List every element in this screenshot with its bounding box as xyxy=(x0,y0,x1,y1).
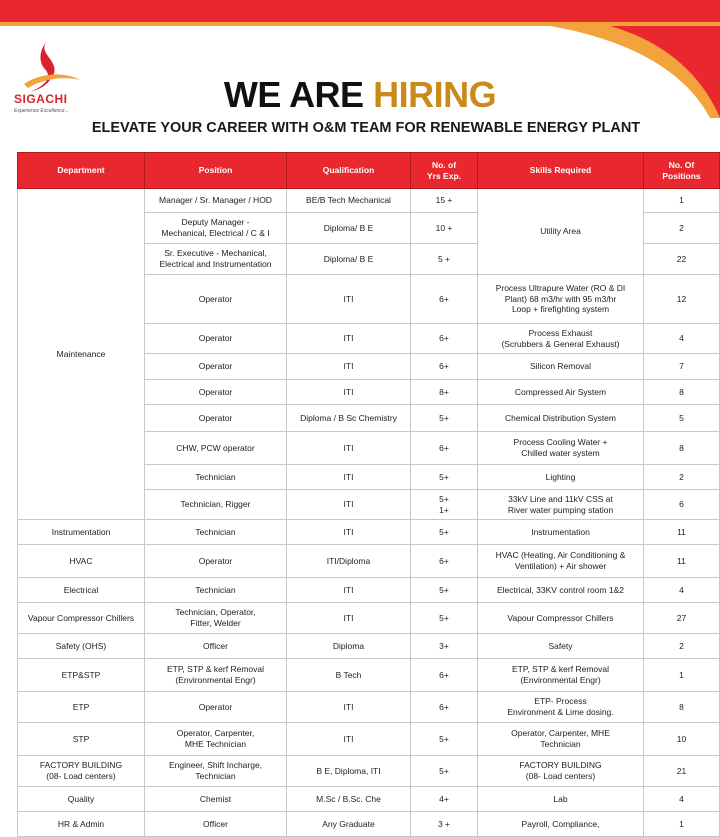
skills-cell: Process Cooling Water + Chilled water system xyxy=(478,432,644,465)
position-cell: Operator xyxy=(145,405,287,432)
positions-count-cell: 21 xyxy=(644,756,720,787)
department-cell: Vapour Compressor Chillers xyxy=(18,603,145,634)
qualification-cell: ITI xyxy=(287,723,411,756)
positions-count-cell: 4 xyxy=(644,787,720,812)
positions-count-cell: 8 xyxy=(644,692,720,723)
qualification-cell: ITI xyxy=(287,465,411,490)
jobs-table xyxy=(17,152,720,837)
positions-count-cell: 12 xyxy=(644,275,720,324)
department-cell: Safety (OHS) xyxy=(18,634,145,659)
position-cell: Operator xyxy=(145,324,287,354)
skills-cell: Vapour Compressor Chillers xyxy=(478,603,644,634)
table-header-row xyxy=(18,153,720,189)
department-cell: Electrical xyxy=(18,578,145,603)
table-row xyxy=(18,545,720,578)
experience-cell: 5+ xyxy=(411,603,478,634)
headline-part2: HIRING xyxy=(373,74,497,115)
experience-cell: 6+ xyxy=(411,354,478,380)
qualification-cell: ITI xyxy=(287,520,411,545)
column-header-department: Department xyxy=(18,153,145,189)
positions-count-cell: 1 xyxy=(644,189,720,213)
positions-count-cell: 2 xyxy=(644,465,720,490)
department-cell: Instrumentation xyxy=(18,520,145,545)
table-row xyxy=(18,692,720,723)
qualification-cell: ITI xyxy=(287,354,411,380)
skills-cell: Payroll, Compliance, xyxy=(478,812,644,837)
table-row xyxy=(18,812,720,837)
positions-count-cell: 4 xyxy=(644,578,720,603)
qualification-cell: ITI xyxy=(287,578,411,603)
position-cell: Technician xyxy=(145,520,287,545)
experience-cell: 5+ xyxy=(411,405,478,432)
skills-cell: Compressed Air System xyxy=(478,380,644,405)
qualification-cell: M.Sc / B.Sc. Che xyxy=(287,787,411,812)
position-cell: Deputy Manager - Mechanical, Electrical / C & I xyxy=(145,213,287,244)
position-cell: CHW, PCW operator xyxy=(145,432,287,465)
experience-cell: 5 + xyxy=(411,244,478,275)
positions-count-cell: 27 xyxy=(644,603,720,634)
position-cell: Engineer, Shift Incharge, Technician xyxy=(145,756,287,787)
qualification-cell: ITI/Diploma xyxy=(287,545,411,578)
subheading: ELEVATE YOUR CAREER WITH O&M TEAM FOR RENEWABLE ENERGY PLANT xyxy=(91,120,641,136)
column-header-qualification: Qualification xyxy=(287,153,411,189)
positions-count-cell: 8 xyxy=(644,432,720,465)
position-cell: Operator, Carpenter, MHE Technician xyxy=(145,723,287,756)
table-row xyxy=(18,787,720,812)
experience-cell: 6+ xyxy=(411,432,478,465)
qualification-cell: Diploma / B Sc Chemistry xyxy=(287,405,411,432)
positions-count-cell: 1 xyxy=(644,812,720,837)
qualification-cell: ITI xyxy=(287,432,411,465)
experience-cell: 3+ xyxy=(411,634,478,659)
column-header-position: Position xyxy=(145,153,287,189)
column-header-positions: No. Of Positions xyxy=(644,153,720,189)
department-cell: ETP&STP xyxy=(18,659,145,692)
brand-tagline: Experience Excellence... xyxy=(14,108,69,114)
table-row xyxy=(18,659,720,692)
position-cell: ETP, STP & kerf Removal (Environmental Engr) xyxy=(145,659,287,692)
table-row xyxy=(18,189,720,213)
position-cell: Operator xyxy=(145,275,287,324)
position-cell: Operator xyxy=(145,354,287,380)
skills-cell: Process Exhaust (Scrubbers & General Exhaust) xyxy=(478,324,644,354)
position-cell: Chemist xyxy=(145,787,287,812)
qualification-cell: BE/B Tech Mechanical xyxy=(287,189,411,213)
experience-cell: 5+ 1+ xyxy=(411,490,478,520)
qualification-cell: ITI xyxy=(287,324,411,354)
table-row xyxy=(18,520,720,545)
qualification-cell: ITI xyxy=(287,603,411,634)
experience-cell: 5+ xyxy=(411,578,478,603)
position-cell: Technician, Rigger xyxy=(145,490,287,520)
position-cell: Officer xyxy=(145,812,287,837)
positions-count-cell: 6 xyxy=(644,490,720,520)
skills-cell: HVAC (Heating, Air Conditioning & Ventilation) + Air shower xyxy=(478,545,644,578)
table-row xyxy=(18,723,720,756)
qualification-cell: ITI xyxy=(287,490,411,520)
qualification-cell: Diploma/ B E xyxy=(287,213,411,244)
skills-cell: 33kV Line and 11kV CSS at River water pumping station xyxy=(478,490,644,520)
skills-cell: Silicon Removal xyxy=(478,354,644,380)
position-cell: Sr. Executive - Mechanical, Electrical and Instrumentation xyxy=(145,244,287,275)
skills-cell: Lighting xyxy=(478,465,644,490)
positions-count-cell: 1 xyxy=(644,659,720,692)
department-cell: HVAC xyxy=(18,545,145,578)
experience-cell: 5+ xyxy=(411,520,478,545)
position-cell: Technician, Operator, Fitter, Welder xyxy=(145,603,287,634)
positions-count-cell: 22 xyxy=(644,244,720,275)
experience-cell: 8+ xyxy=(411,380,478,405)
position-cell: Operator xyxy=(145,380,287,405)
position-cell: Officer xyxy=(145,634,287,659)
column-header-exp: No. of Yrs Exp. xyxy=(411,153,478,189)
qualification-cell: B Tech xyxy=(287,659,411,692)
jobs-table-body xyxy=(18,189,720,837)
positions-count-cell: 2 xyxy=(644,213,720,244)
experience-cell: 10 + xyxy=(411,213,478,244)
skills-cell: Process Ultrapure Water (RO & DI Plant) 68 m3/hr with 95 m3/hr Loop + firefighting system xyxy=(478,275,644,324)
table-row xyxy=(18,603,720,634)
experience-cell: 4+ xyxy=(411,787,478,812)
table-row xyxy=(18,634,720,659)
skills-cell: Lab xyxy=(478,787,644,812)
department-cell: Quality xyxy=(18,787,145,812)
experience-cell: 15 + xyxy=(411,189,478,213)
brand-name: SIGACHI xyxy=(14,92,68,106)
experience-cell: 6+ xyxy=(411,324,478,354)
positions-count-cell: 10 xyxy=(644,723,720,756)
skills-cell: Utility Area xyxy=(478,189,644,275)
department-cell: HR & Admin xyxy=(18,812,145,837)
department-cell: FACTORY BUILDING (08- Load centers) xyxy=(18,756,145,787)
skills-cell: Instrumentation xyxy=(478,520,644,545)
headline-part1: WE ARE xyxy=(223,74,374,115)
qualification-cell: Any Graduate xyxy=(287,812,411,837)
positions-count-cell: 11 xyxy=(644,545,720,578)
experience-cell: 5+ xyxy=(411,723,478,756)
skills-cell: ETP- Process Environment & Lime dosing. xyxy=(478,692,644,723)
experience-cell: 6+ xyxy=(411,692,478,723)
skills-cell: Chemical Distribution System xyxy=(478,405,644,432)
department-cell: ETP xyxy=(18,692,145,723)
qualification-cell: ITI xyxy=(287,275,411,324)
qualification-cell: ITI xyxy=(287,380,411,405)
skills-cell: ETP, STP & kerf Removal (Environmental Engr) xyxy=(478,659,644,692)
experience-cell: 3 + xyxy=(411,812,478,837)
qualification-cell: Diploma xyxy=(287,634,411,659)
skills-cell: Electrical, 33KV control room 1&2 xyxy=(478,578,644,603)
hiring-headline xyxy=(0,74,720,116)
position-cell: Operator xyxy=(145,692,287,723)
position-cell: Technician xyxy=(145,465,287,490)
skills-cell: FACTORY BUILDING (08- Load centers) xyxy=(478,756,644,787)
qualification-cell: ITI xyxy=(287,692,411,723)
table-row xyxy=(18,756,720,787)
experience-cell: 6+ xyxy=(411,275,478,324)
experience-cell: 6+ xyxy=(411,659,478,692)
department-cell: STP xyxy=(18,723,145,756)
department-cell: Maintenance xyxy=(18,189,145,520)
positions-count-cell: 2 xyxy=(644,634,720,659)
experience-cell: 6+ xyxy=(411,545,478,578)
skills-cell: Operator, Carpenter, MHE Technician xyxy=(478,723,644,756)
table-row xyxy=(18,578,720,603)
positions-count-cell: 11 xyxy=(644,520,720,545)
positions-count-cell: 5 xyxy=(644,405,720,432)
skills-cell: Safety xyxy=(478,634,644,659)
position-cell: Operator xyxy=(145,545,287,578)
qualification-cell: B E, Diploma, ITI xyxy=(287,756,411,787)
positions-count-cell: 7 xyxy=(644,354,720,380)
top-red-bar xyxy=(0,0,720,22)
positions-count-cell: 4 xyxy=(644,324,720,354)
experience-cell: 5+ xyxy=(411,756,478,787)
column-header-skills: Skills Required xyxy=(478,153,644,189)
position-cell: Technician xyxy=(145,578,287,603)
qualification-cell: Diploma/ B E xyxy=(287,244,411,275)
experience-cell: 5+ xyxy=(411,465,478,490)
position-cell: Manager / Sr. Manager / HOD xyxy=(145,189,287,213)
positions-count-cell: 8 xyxy=(644,380,720,405)
